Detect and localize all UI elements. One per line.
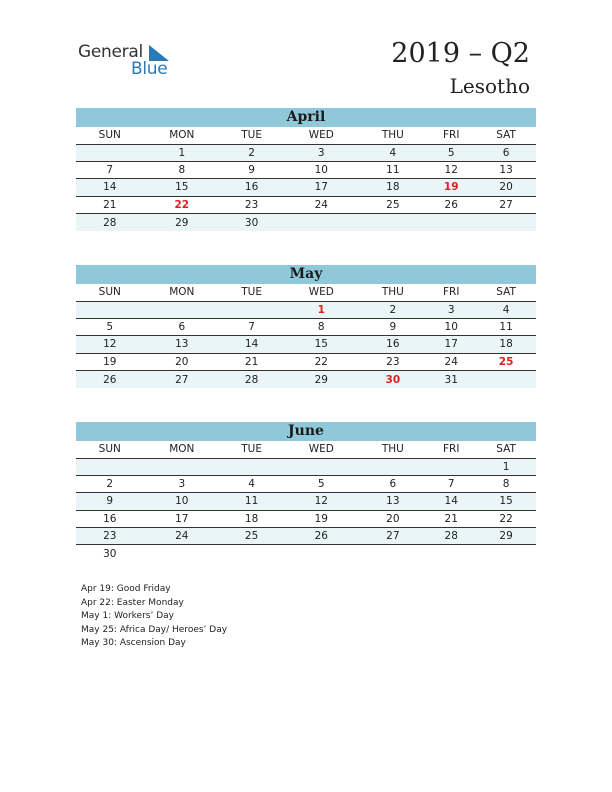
day-cell: 5 (426, 144, 476, 161)
day-cell (359, 458, 426, 475)
day-cell: 20 (476, 179, 536, 196)
month-may (76, 265, 536, 388)
day-cell: 12 (283, 493, 359, 510)
calendar-grid (76, 127, 536, 231)
day-cell: 18 (476, 336, 536, 353)
day-cell: 5 (76, 318, 144, 335)
weekday-header: TUE (220, 284, 283, 301)
day-cell: 26 (283, 528, 359, 545)
weekday-header: MON (144, 284, 221, 301)
day-cell: 14 (220, 336, 283, 353)
day-cell: 17 (283, 179, 359, 196)
day-cell: 2 (220, 144, 283, 161)
day-cell: 4 (476, 301, 536, 318)
day-cell: 19 (426, 179, 476, 196)
day-cell: 22 (144, 196, 221, 213)
logo-blue-text: Blue (131, 59, 168, 79)
month-april (76, 108, 536, 231)
day-cell: 30 (103, 547, 117, 560)
holiday-notes (81, 583, 227, 651)
generalblue-logo (78, 42, 178, 82)
day-cell: 29 (476, 528, 536, 545)
day-cell: 2 (359, 301, 426, 318)
week-row (76, 371, 536, 388)
holiday-note: May 30: Ascension Day (81, 638, 186, 648)
weekday-header: TUE (220, 441, 283, 458)
day-cell: 21 (76, 196, 144, 213)
day-cell: 16 (359, 336, 426, 353)
day-cell (476, 545, 536, 562)
holiday-note: May 1: Workers’ Day (81, 611, 174, 621)
calendar-grid (76, 284, 536, 388)
day-cell (426, 214, 476, 231)
day-cell: 31 (426, 371, 476, 388)
day-cell (144, 301, 221, 318)
day-cell (144, 545, 221, 562)
day-cell: 26 (76, 371, 144, 388)
day-cell: 4 (359, 144, 426, 161)
day-cell: 17 (144, 510, 221, 527)
weekday-header: WED (283, 284, 359, 301)
day-cell: 5 (283, 475, 359, 492)
day-cell: 13 (144, 336, 221, 353)
weekday-header: SAT (476, 127, 536, 144)
week-row (76, 318, 536, 335)
day-cell: 1 (283, 301, 359, 318)
week-row (76, 510, 536, 527)
day-cell: 13 (476, 161, 536, 178)
day-cell: 25 (476, 353, 536, 370)
day-cell: 24 (283, 196, 359, 213)
day-cell (76, 144, 144, 161)
day-cell (476, 214, 536, 231)
day-cell: 9 (359, 318, 426, 335)
day-cell: 18 (220, 510, 283, 527)
day-cell: 26 (426, 196, 476, 213)
weekday-header: FRI (426, 127, 476, 144)
day-cell: 15 (144, 179, 221, 196)
day-cell: 1 (476, 458, 536, 475)
day-cell: 27 (144, 371, 221, 388)
week-row (76, 353, 536, 370)
day-cell: 21 (426, 510, 476, 527)
day-cell: 9 (220, 161, 283, 178)
day-cell: 18 (359, 179, 426, 196)
day-cell: 22 (283, 353, 359, 370)
week-row (76, 179, 536, 196)
day-cell: 11 (359, 161, 426, 178)
day-cell (426, 458, 476, 475)
day-cell: 23 (359, 353, 426, 370)
day-cell: 12 (76, 336, 144, 353)
day-cell: 15 (476, 493, 536, 510)
weekday-header: THU (359, 127, 426, 144)
day-cell: 10 (283, 161, 359, 178)
day-cell: 15 (283, 336, 359, 353)
week-row (76, 336, 536, 353)
day-cell (426, 545, 476, 562)
weekday-header: WED (283, 127, 359, 144)
day-cell: 2 (76, 475, 144, 492)
day-cell (476, 371, 536, 388)
day-cell (220, 545, 283, 562)
day-cell (220, 301, 283, 318)
day-cell: 14 (426, 493, 476, 510)
month-title: April (76, 108, 536, 127)
day-cell: 14 (76, 179, 144, 196)
day-cell: 17 (426, 336, 476, 353)
day-cell: 6 (359, 475, 426, 492)
logo-general-text: General (78, 42, 143, 62)
day-cell: 8 (283, 318, 359, 335)
day-cell: 19 (283, 510, 359, 527)
week-row (76, 144, 536, 161)
day-cell: 28 (76, 214, 144, 231)
week-row (76, 301, 536, 318)
day-cell (76, 301, 144, 318)
weekday-header: FRI (426, 284, 476, 301)
day-cell: 25 (220, 528, 283, 545)
month-title: June (76, 422, 536, 441)
day-cell: 4 (220, 475, 283, 492)
day-cell: 20 (359, 510, 426, 527)
calendar-grid (76, 441, 536, 562)
day-cell: 24 (144, 528, 221, 545)
day-cell: 7 (426, 475, 476, 492)
day-cell: 23 (220, 196, 283, 213)
day-cell: 29 (144, 214, 221, 231)
day-cell (144, 458, 221, 475)
holiday-note: Apr 19: Good Friday (81, 584, 171, 594)
country-name: Lesotho (449, 74, 530, 98)
day-cell: 16 (76, 510, 144, 527)
day-cell: 8 (476, 475, 536, 492)
weekday-header: TUE (220, 127, 283, 144)
day-cell: 9 (76, 493, 144, 510)
day-cell: 27 (359, 528, 426, 545)
weekday-header: SUN (76, 284, 144, 301)
week-row (76, 458, 536, 475)
day-cell: 13 (359, 493, 426, 510)
holiday-note: Apr 22: Easter Monday (81, 597, 184, 608)
weekday-header: THU (359, 284, 426, 301)
day-cell: 6 (144, 318, 221, 335)
day-cell (283, 214, 359, 231)
day-cell (283, 458, 359, 475)
day-cell: 10 (144, 493, 221, 510)
day-cell: 23 (76, 528, 144, 545)
day-cell: 21 (220, 353, 283, 370)
day-cell: 8 (144, 161, 221, 178)
day-cell: 19 (76, 353, 144, 370)
day-cell: 6 (476, 144, 536, 161)
week-row (76, 161, 536, 178)
day-cell: 30 (359, 371, 426, 388)
weekday-header: SAT (476, 284, 536, 301)
weekday-header: SUN (76, 127, 144, 144)
page-title: 2019 – Q2 (391, 38, 530, 69)
day-cell: 29 (283, 371, 359, 388)
day-cell: 11 (476, 318, 536, 335)
weekday-header: FRI (426, 441, 476, 458)
day-cell: 7 (220, 318, 283, 335)
day-cell (283, 545, 359, 562)
month-title: May (76, 265, 536, 284)
day-cell (359, 545, 426, 562)
day-cell: 27 (476, 196, 536, 213)
day-cell (359, 214, 426, 231)
day-cell: 1 (144, 144, 221, 161)
week-row (76, 493, 536, 510)
weekday-header: SAT (476, 441, 536, 458)
weekday-header: MON (144, 441, 221, 458)
day-cell: 7 (76, 161, 144, 178)
week-row (76, 214, 536, 231)
day-cell: 12 (426, 161, 476, 178)
day-cell: 11 (220, 493, 283, 510)
day-cell: 24 (426, 353, 476, 370)
day-cell: 10 (426, 318, 476, 335)
weekday-header: MON (144, 127, 221, 144)
day-cell: 30 (220, 214, 283, 231)
week-row (76, 528, 536, 545)
weekday-header: THU (359, 441, 426, 458)
week-row (76, 196, 536, 213)
holiday-note: May 25: Africa Day/ Heroes’ Day (81, 624, 228, 635)
day-cell: 3 (426, 301, 476, 318)
month-june (76, 422, 536, 562)
day-cell: 3 (144, 475, 221, 492)
day-cell (76, 458, 144, 475)
week-row (76, 475, 536, 492)
day-cell: 25 (359, 196, 426, 213)
weekday-header: SUN (76, 441, 144, 458)
day-cell: 20 (144, 353, 221, 370)
week-row (76, 545, 536, 562)
day-cell: 22 (476, 510, 536, 527)
day-cell (220, 458, 283, 475)
day-cell: 16 (220, 179, 283, 196)
day-cell: 28 (426, 528, 476, 545)
day-cell: 28 (220, 371, 283, 388)
weekday-header: WED (283, 441, 359, 458)
day-cell: 3 (283, 144, 359, 161)
